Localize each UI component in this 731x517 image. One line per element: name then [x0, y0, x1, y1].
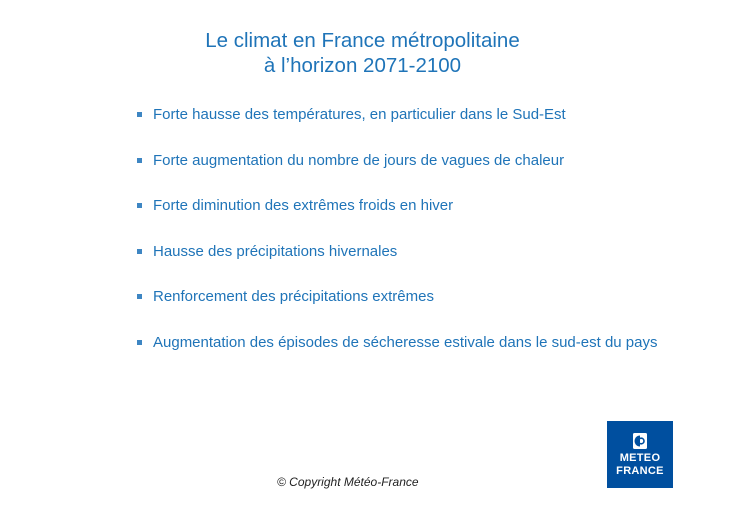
bullet-item: [137, 287, 662, 306]
square-bullet-icon: [137, 294, 142, 299]
square-bullet-icon: [137, 112, 142, 117]
bullet-text: Forte diminution des extrêmes froids en hiver: [153, 197, 454, 214]
square-bullet-icon: [137, 340, 142, 345]
bullet-item: [137, 333, 662, 352]
logo-text-meteo: METEO: [619, 452, 661, 464]
bullet-text: Augmentation des épisodes de sécheresse estivale dans le sud-est du pays: [153, 333, 658, 351]
copyright-notice: © Copyright Météo-France: [277, 475, 419, 489]
bullet-item: [137, 151, 662, 170]
logo-text-france: FRANCE: [616, 465, 664, 477]
meteo-france-emblem-icon: [632, 432, 648, 450]
bullet-text: Forte augmentation du nombre de jours de vagues de chaleur: [153, 151, 565, 169]
square-bullet-icon: [137, 203, 142, 208]
bullet-list: [137, 105, 662, 352]
slide-title-line-2: à l’horizon 2071-2100: [263, 54, 462, 77]
bullet-item: [137, 242, 662, 261]
slide-title-line-1: Le climat en France métropolitaine: [205, 29, 520, 52]
bullet-text: Forte hausse des températures, en particulier dans le Sud-Est: [153, 106, 566, 123]
bullet-item: [137, 105, 662, 124]
meteo-france-logo: [607, 421, 673, 488]
slide-title: [0, 28, 725, 78]
bullet-text: Hausse des précipitations hivernales: [153, 242, 398, 260]
bullet-item: [137, 196, 662, 215]
square-bullet-icon: [137, 158, 142, 163]
bullet-text: Renforcement des précipitations extrêmes: [153, 288, 434, 305]
square-bullet-icon: [137, 249, 142, 254]
